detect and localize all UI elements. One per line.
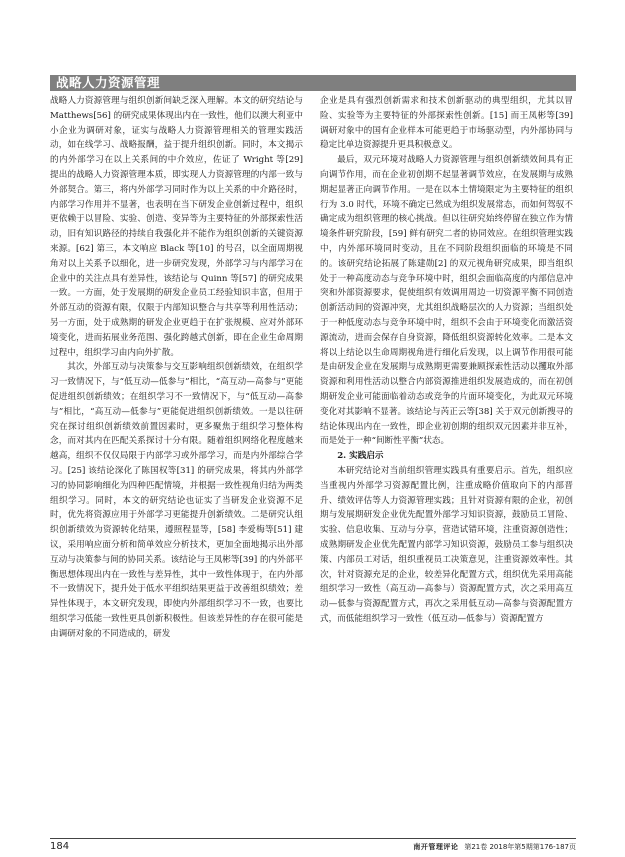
section-header-bar <box>50 75 576 91</box>
subsection-heading: 2. 实践启示 <box>337 451 384 462</box>
paragraph: 本研究结论对当前组织管理实践具有重要启示。首先，组织应当重视内外部学习资源配置比例，注重成略价值取向下的内部晋升、绩效评估等人力资源管理实践；且针对资源有限的企业，初创期与发展期研发企业优先配置外部学习知识资源，鼓励员工冒险、实验、信息收集、互动与分享，营造试错环境，注重资源创造性；成熟期研发企业优先配置内部学习知识资源，鼓励员工参与组织决策、内部员工对话，组织重视员工决策意见，注重资源效率性。其次，针对资源充足的企业，较差异化配置方式，组织优先采用高能组织学习一致性（高互动—高参与）资源配置方式，次之采用高互动—低参与资源配置方式，再次之采用低互动—高参与资源配置方式，而低能组织学习一致性（低互动—低参与）资源配置方 <box>320 465 573 624</box>
paragraph: 战略人力资源管理与组织创新间缺乏深入理解。本文的研究结论与 Matthews[56] 的研究成果体现出内在一致性，他们以澳大利亚中小企业为调研对象，证实与战略人力资源管理相关的管理实践活动，如在线学习、战略报酬，益于提升组织创新。同时，本文揭示的内外部学习在以上关系间的中介效应，佐证了 Wright 等[29] 提出的战略人力资源管理本质，即实现人力资源管理的内部一致与外部契合。第三，将内外部学习同时作为以上关系的中介路径时，内部学习作用并不显著，也表明在当下研发企业创新过程中，组织更依赖于以冒险、实验、创造、变异等为主要特征的外部探索性活动，旧有知识路径的持续自我强化并不能作为组织创新的关键资源来源。[62] 第三，本文响应 Black 等[10] 的号召，以全面周期视角对以上关系予以细化，进一步研究发现，外部学习与内部学习在企业中的关注点具有差异性，该结论与 Quinn 等[57] 的研究成果一致。一方面，处于发展期的研发企业员工经验知识丰富，但用于外部互动的资源有限，仅限于内部知识整合与共享等利用性活动；另一方面，处于成熟期的研发企业更趋于在扩张规模、应对外部环境变化，进而拓展业务范围、强化跨越式创新，即在企业生命周期过程中，组织学习由内向外扩散。 <box>50 96 303 358</box>
footer-divider <box>50 838 576 839</box>
journal-footer <box>413 842 576 852</box>
paragraph: 其次，外部互动与决策参与交互影响组织创新绩效，在组织学习一致情况下，与“低互动—低参与”相比，“高互动—高参与”更能促进组织创新绩效；在组织学习不一致情况下，与“低互动—高参与”相比，“高互动—低参与”更能促进组织创新绩效。一是以往研究在探讨组织创新绩效前置因素时，更多聚焦于组织学习整体构念，而对其内在匹配关系探讨十分有限。随着组织网络化程度越来越高，组织不仅仅局限于内部学习或外部学习，而是内外部综合学习。[25] 该结论深化了陈国权等[31] 的研究成果，将其内外部学习的协同影响细化为四种匹配情境，并根据一致性视角归结为两类组织学习。同时，本文的研究结论也证实了当研发企业资源不足时，优先将资源应用于外部学习更能提升创新绩效。二是研究认组织创新绩效为资源转化结果，遵照程显等，[58] 李爱梅等[51] 建议，采用响应面分析和简单效应分析技术，更加全面地揭示出外部互动与决策参与间的协同关系。该结论与王凤彬等[39] 的内外部平衡思想体现出内在一致性与差异性，其中一致性体现于，在内外部不一致情况下，提升处于低水平组织结果更益于改善组织绩效；差异性体现于，本文研究发现，即使内外部组织学习不一致，也要比组织学习低能一致性更具创新积极性。但该差异性的存在很可能是由调研对象的不同造成的，研发 <box>50 362 303 639</box>
section-title: 战略人力资源管理 <box>56 75 161 90</box>
journal-name: 南开管理评论 <box>413 843 459 851</box>
right-column <box>320 94 573 832</box>
page-number: 184 <box>50 841 70 852</box>
issue-info: 第21卷 2018年第5期第176-187页 <box>464 843 576 851</box>
paragraph: 最后，双元环境对战略人力资源管理与组织创新绩效间具有正向调节作用，而在企业初创期不起显著调节效应，在发展期与成熟期起显著正向调节作用。一是在以本土情境限定为主要特征的组织行为 3.0 时代，环境不确定已然成为组织发展常态，而如何驾驭不确定成为组织管理的核心挑战。但以往研究始终停留在独立作为情境条件研究阶段，[59] 鲜有研究二者的协同效应。在组织管理实践中，内外部环境同时变动，且在不同阶段组织面临的环境是不同的。该研究结论拓展了陈建勋[2] 的双元视角研究成果，即当组织处于一种高度动态与竞争环境中时，组织会面临高度的内部信息冲突和外部资源要求，促使组织有效调用周边一切资源平衡不同创造创新活动间的资源冲突，尤其组织战略层次的人力资源；当组织处于一种低度动态与竞争环境中时，组织不会由于环境变化而激活资源流动，进而会保存自身资源，降低组织资源转化效率。二是本文将以上结论以生命周期视角进行细化后发现，以上调节作用很可能是由研发企业在发展期与成熟期更需要兼顾探索性活动以攫取外部资源和利用性活动以整合内部资源推进组织发展造成的，而在初创期研发企业可能面临着动态或竞争的片面环境变化，为此双元环境变化对其影响不显著。该结论与芮正云等[38] 关于双元创新搜寻的结论体现出内在一致性，即企业初创期的组织双元因素并非互补，而是处于一种“间断性平衡”状态。 <box>320 155 573 447</box>
left-column <box>50 94 303 832</box>
paragraph: 企业是具有强烈创新需求和技术创新驱动的典型组织，尤其以冒险、实验等为主要特征的外部探索性创新。[15] 而王凤彬等[39] 调研对象中的国有企业样本可能更趋于市场驱动型，内外部协同与稳定比单边资源提升更具积极意义。 <box>320 96 573 151</box>
